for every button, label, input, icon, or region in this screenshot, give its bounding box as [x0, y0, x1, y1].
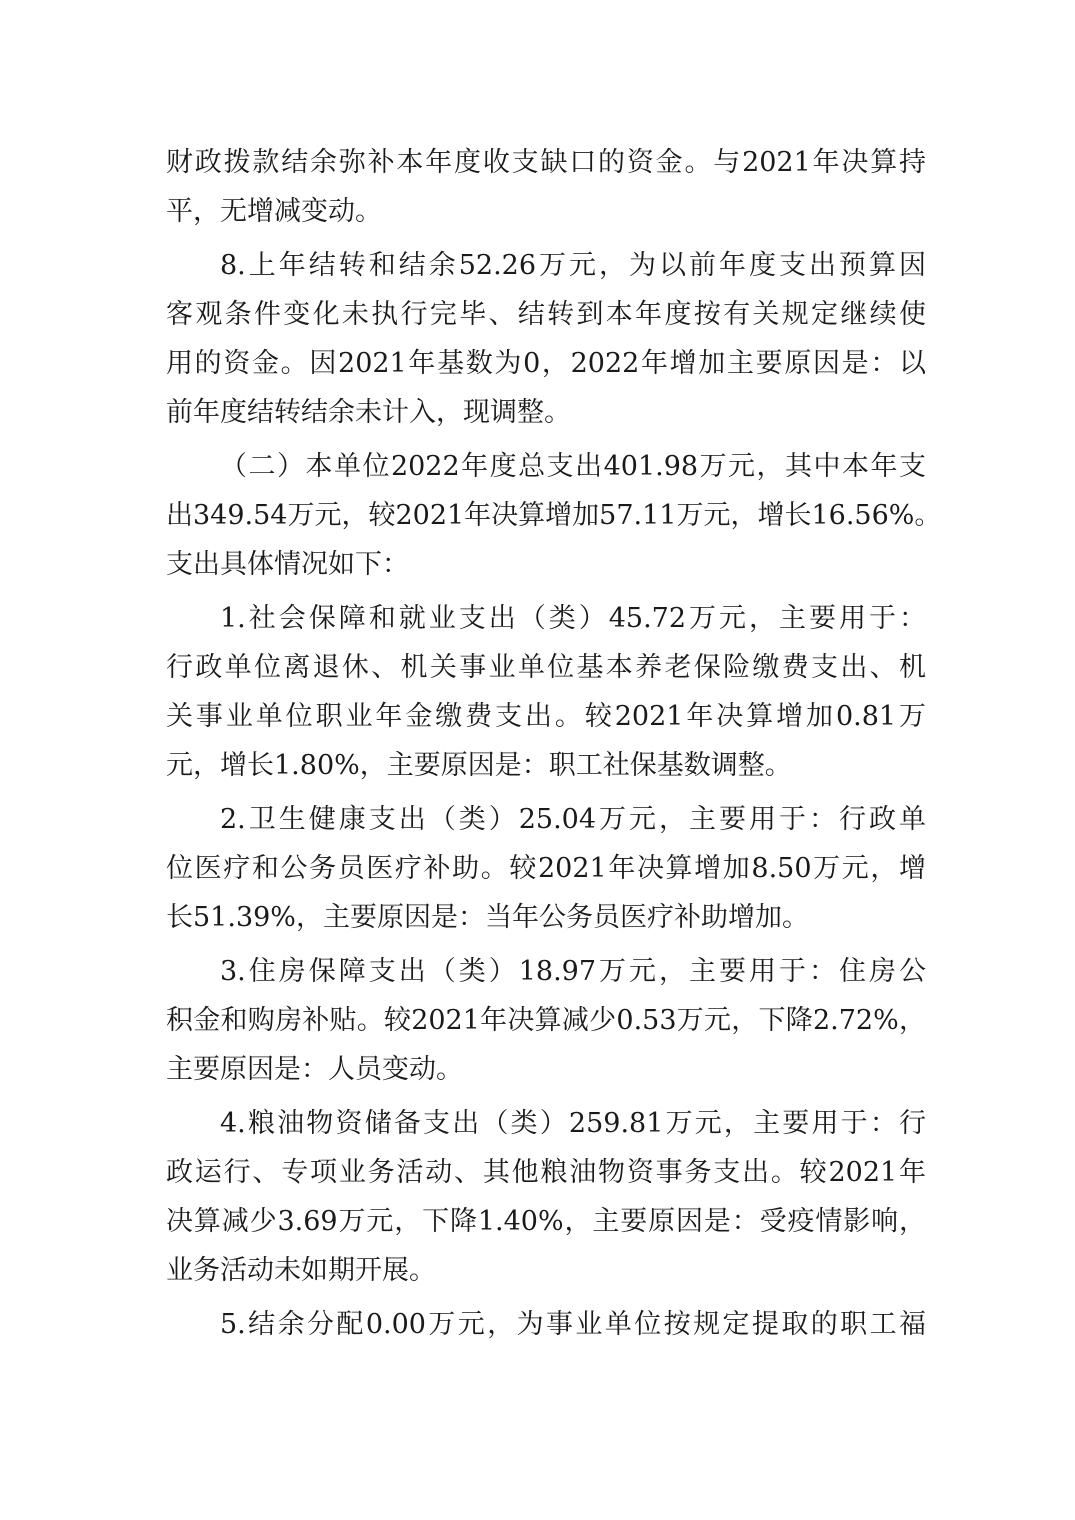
text-line: 积金和购房补贴。较2021年决算减少0.53万元，下降2.72%，	[166, 1005, 926, 1036]
text-line: 决算减少3.69万元，下降1.40%，主要原因是：受疫情影响，	[166, 1206, 926, 1237]
text-line: 位医疗和公务员医疗补助。较2021年决算增加8.50万元，增	[166, 853, 926, 884]
text-line: 2.卫生健康支出（类）25.04万元，主要用于：行政单	[220, 804, 926, 835]
text-line: 8.上年结转和结余52.26万元，为以前年度支出预算因	[220, 250, 926, 281]
text-line: 业务活动未如期开展。	[166, 1255, 436, 1286]
text-line: 主要原因是：人员变动。	[166, 1054, 463, 1085]
text-line: 支出具体情况如下：	[166, 549, 409, 580]
text-line: 关事业单位职业年金缴费支出。较2021年决算增加0.81万	[166, 701, 926, 732]
text-line: 出349.54万元，较2021年决算增加57.11万元，增长16.56%。	[166, 500, 942, 531]
text-line: 前年度结转结余未计入，现调整。	[166, 397, 571, 428]
text-line: 长51.39%，主要原因是：当年公务员医疗补助增加。	[166, 902, 809, 933]
text-line: 3.住房保障支出（类）18.97万元，主要用于：住房公	[220, 956, 926, 987]
text-line: 客观条件变化未执行完毕、结转到本年度按有关规定继续使	[166, 299, 926, 330]
text-line: 财政拨款结余弥补本年度收支缺口的资金。与2021年决算持	[166, 147, 926, 178]
text-line: 政运行、专项业务活动、其他粮油物资事务支出。较2021年	[166, 1157, 926, 1188]
text-line: 行政单位离退休、机关事业单位基本养老保险缴费支出、机	[166, 652, 926, 683]
text-line: 用的资金。因2021年基数为0，2022年增加主要原因是：以	[166, 348, 926, 379]
text-line: 5.结余分配0.00万元，为事业单位按规定提取的职工福	[220, 1309, 926, 1340]
text-line: （二）本单位2022年度总支出401.98万元，其中本年支	[220, 451, 926, 482]
text-line: 平，无增减变动。	[166, 196, 382, 227]
text-line: 1.社会保障和就业支出（类）45.72万元，主要用于：	[220, 603, 926, 634]
text-line: 4.粮油物资储备支出（类）259.81万元，主要用于：行	[220, 1108, 926, 1139]
text-line: 元，增长1.80%，主要原因是：职工社保基数调整。	[166, 750, 792, 781]
